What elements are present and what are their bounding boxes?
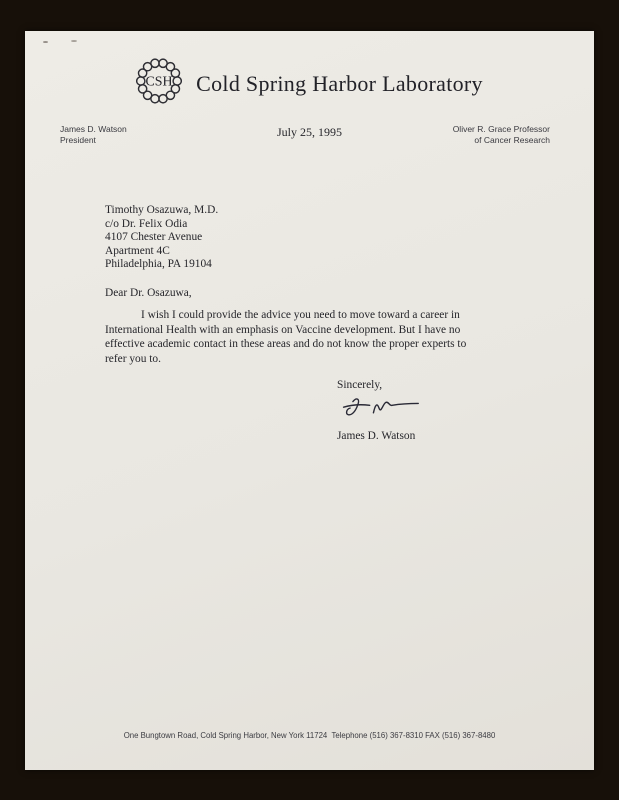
- professorship-line1: Oliver R. Grace Professor: [452, 124, 550, 134]
- csh-logo-text: CSH: [145, 74, 173, 90]
- professorship-block: [453, 124, 550, 145]
- closing: Sincerely,: [337, 379, 383, 392]
- pen-mark: [43, 40, 77, 44]
- paragraph-line: International Health with an emphasis on Vaccine development. But I have no: [105, 323, 461, 336]
- paragraph-line: effective academic contact in these areas and do not know the proper experts to: [105, 338, 467, 351]
- officer-title: President: [60, 134, 96, 145]
- recipient-line: Timothy Osazuwa, M.D.: [105, 204, 219, 216]
- brand-row: [25, 31, 594, 109]
- recipient-line: Philadelphia, PA 19104: [105, 258, 212, 271]
- signature: [339, 396, 594, 429]
- body-paragraph: [105, 308, 536, 366]
- csh-logo: [136, 58, 182, 109]
- paragraph-line: refer you to.: [105, 352, 161, 365]
- recipient-line: 4107 Chester Avenue: [105, 231, 203, 244]
- letter-page: [25, 31, 594, 770]
- officer-name: James D. Watson: [60, 124, 127, 134]
- paragraph-line: I wish I could provide the advice you need to move toward a career in: [141, 308, 460, 321]
- signer-name: James D. Watson: [337, 430, 416, 443]
- recipient-line: Apartment 4C: [105, 244, 170, 257]
- letterhead: [25, 31, 594, 145]
- officer-block: [60, 124, 127, 145]
- footer-address: One Bungtown Road, Cold Spring Harbor, New York 11724 Telephone (516) 367-8310 FAX (516) 367-8480: [123, 731, 496, 740]
- recipient-line: c/o Dr. Felix Odia: [105, 217, 188, 230]
- recipient-address: [105, 204, 594, 272]
- salutation: Dear Dr. Osazuwa,: [105, 286, 192, 299]
- letterhead-info-row: [25, 124, 594, 145]
- letter-date: July 25, 1995: [276, 125, 343, 139]
- org-name: Cold Spring Harbor Laboratory: [196, 70, 483, 96]
- professorship-line2: of Cancer Research: [474, 134, 550, 145]
